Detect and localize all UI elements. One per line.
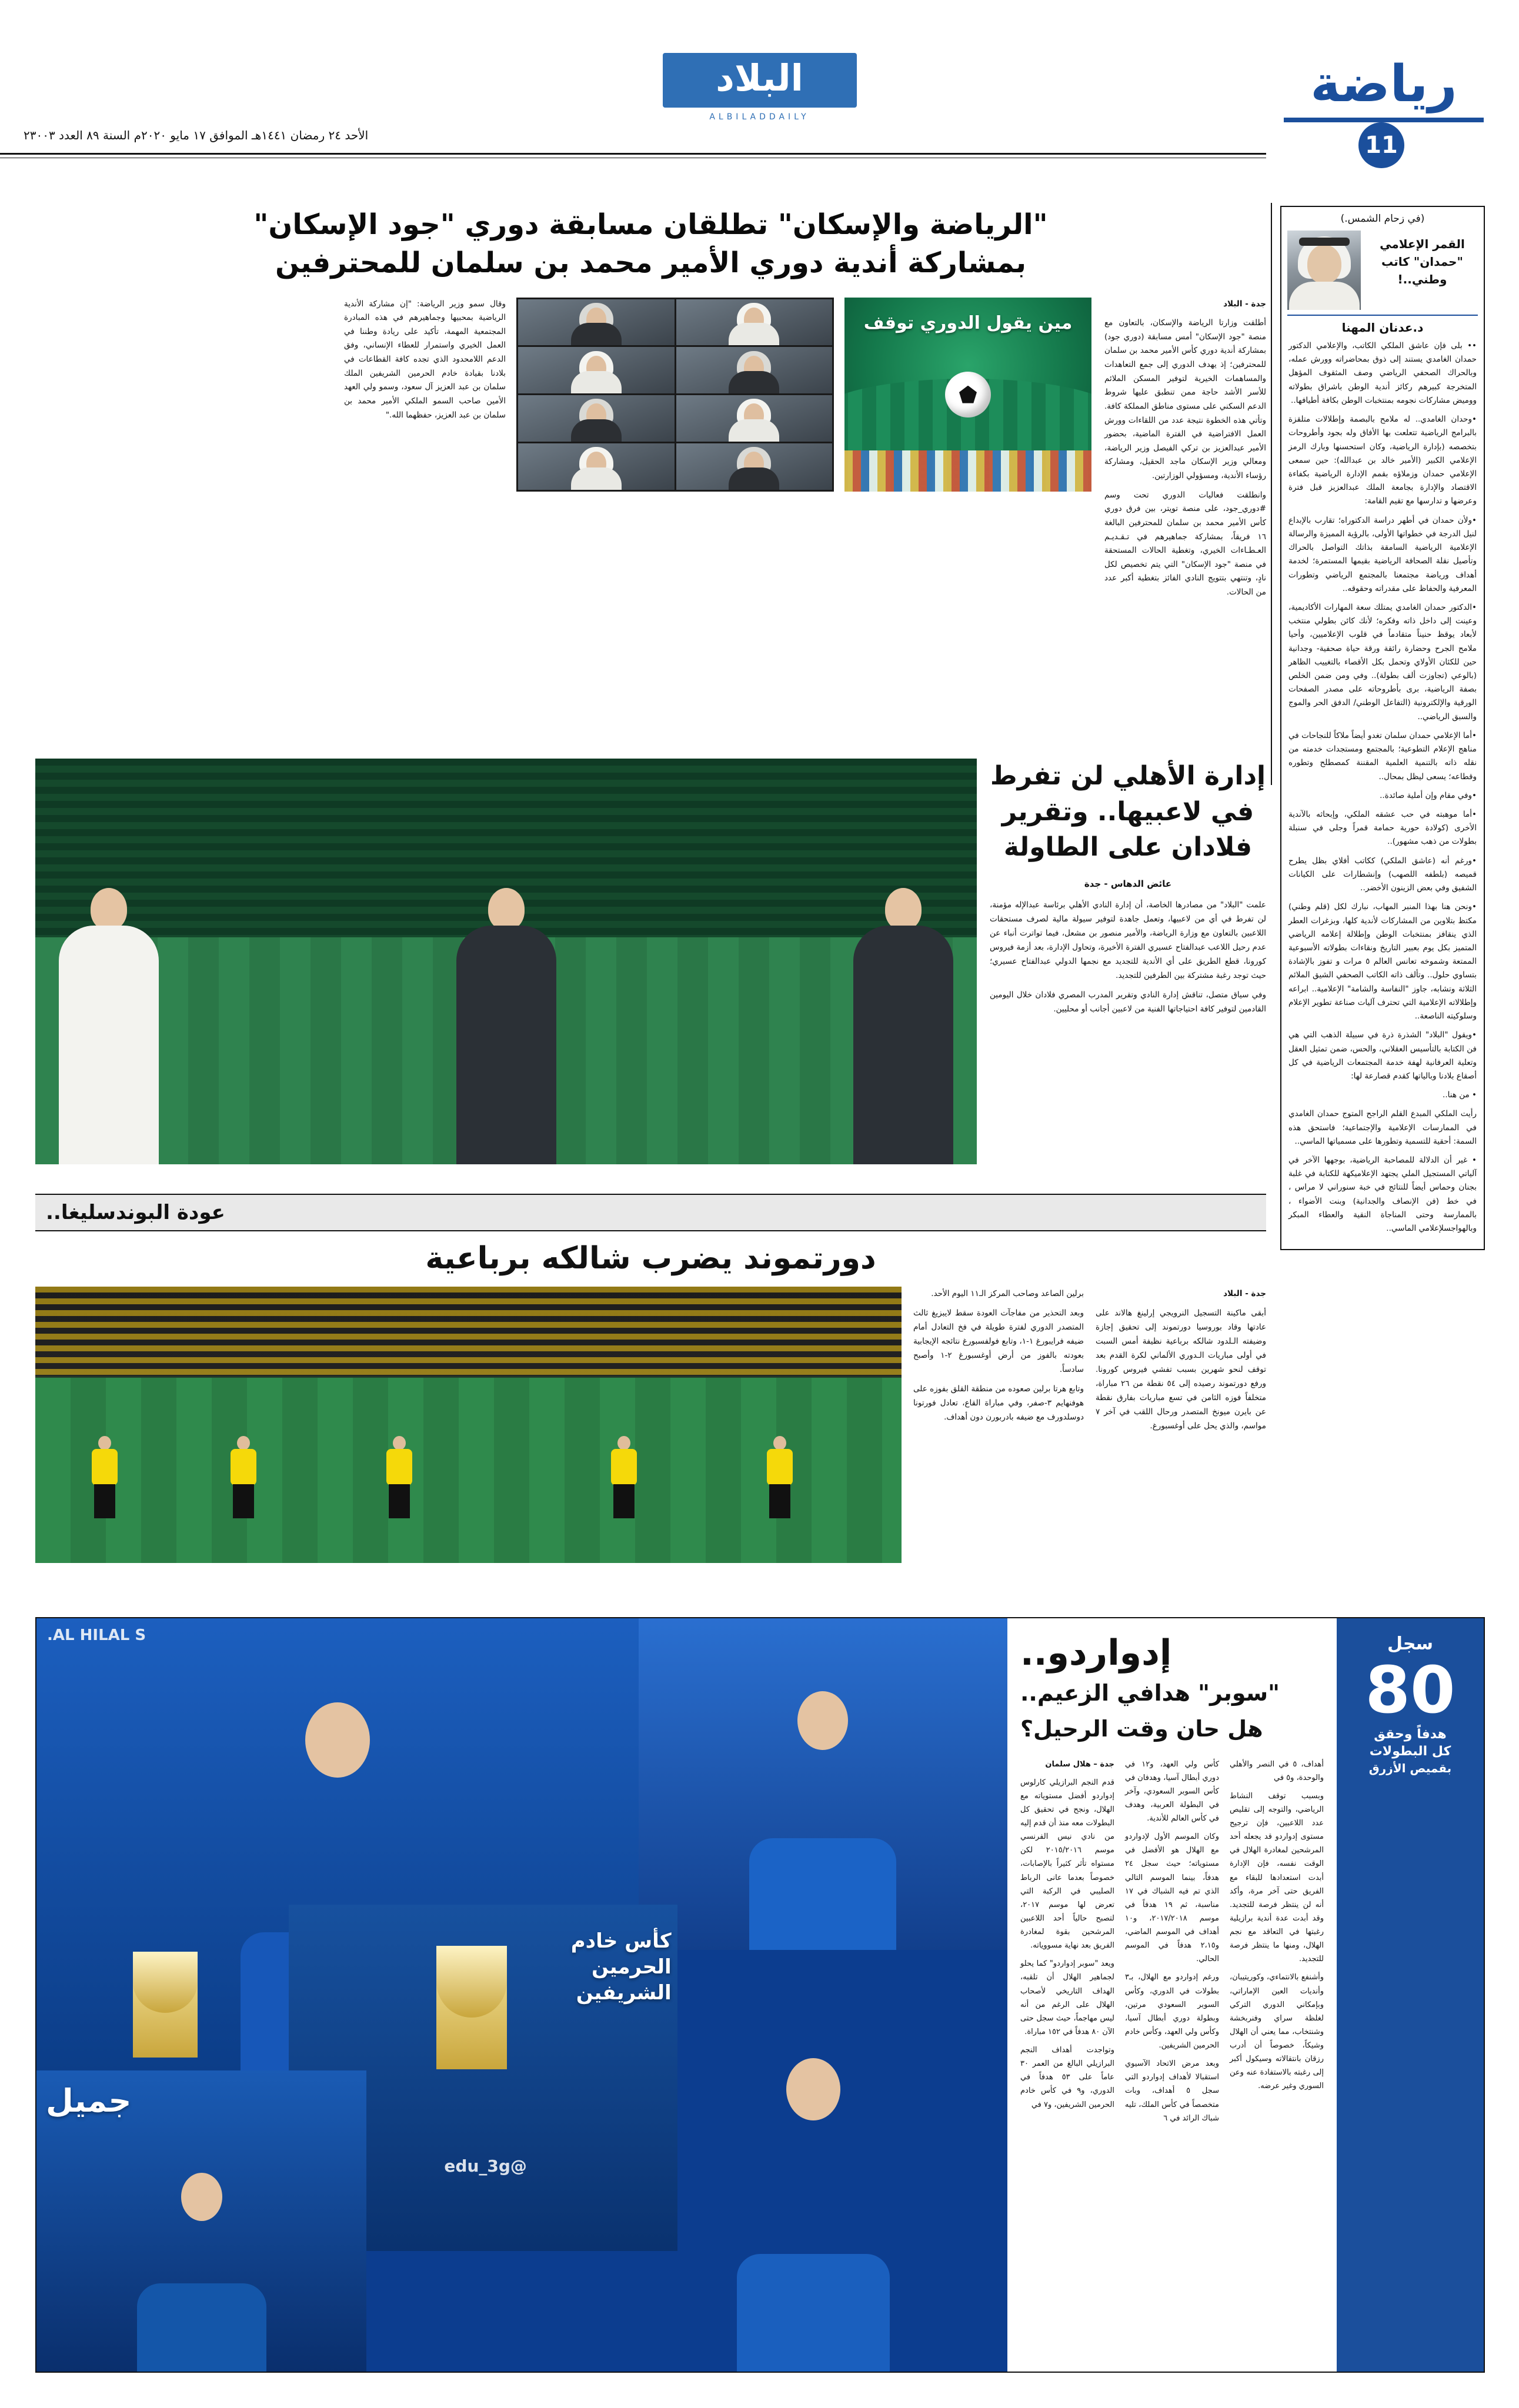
photo-person [847, 888, 959, 1164]
page-number: 11 [1358, 122, 1404, 168]
opinion-paragraph: •ورغم أنه (عاشق الملكي) ككاتب أفلاي بظل يطرح قميصه (بلطفه اللصهب) وإنشطارات على الكيانات الشفيق وفي بعض الزينون الأخضر.. [1288, 856, 1477, 893]
video-call-photo [516, 298, 834, 492]
opinion-body [1281, 335, 1484, 1249]
video-call-tile [518, 395, 675, 442]
opinion-paragraph: • من هنا.. [1443, 1090, 1477, 1100]
bundesliga-story [35, 1194, 1266, 1563]
feature-paragraph: وبعد مرض الاتحاد الآسيوي استقبالا لأهداف إدواردو التي سجل ٥ أهداف، وبات متخصصاً في كأس الملك، تليه شباك الرائد في ٦ [1125, 2059, 1220, 2123]
lead-column-right [1104, 298, 1266, 605]
feature-column-2 [1125, 1758, 1219, 2130]
columnist-name: د.عدنان المهنا [1287, 315, 1478, 335]
opinion-paragraph: • غير أن الدلالة للمصاحبة الرياضية، بوجهها الآخر في آلياتي المستجيل الملي يجتهد الإعلاميكهة للكتابة في غلبة بجنان وحماس أيضاً للنتائج في خبة سنوراني لا مراس ، في خط (فن الإنصاف والجدانية) وبنت الأضواء ، بالممارسة وحتى المناجاة النقية والعطاء المبكر وبالهواجسلإعلامي الماسي.. [1288, 1155, 1477, 1234]
feature-subtitle-line2: هل حان وقت الرحيل؟ [1020, 1716, 1263, 1742]
club-logo-watermark: AL HILAL S. [47, 1627, 146, 1644]
columnist-portrait [1287, 231, 1361, 310]
masthead-divider [0, 153, 1266, 155]
paper-logo-text: البلاد [663, 53, 857, 108]
video-call-tile [676, 347, 833, 393]
issue-dateline: الأحد ٢٤ رمضان ١٤٤١هـ الموافق ١٧ مايو ٢٠٢٠م السنة ٨٩ العدد ٢٣٠٠٣ [24, 128, 369, 142]
video-call-tile [676, 443, 833, 490]
opinion-column [1280, 206, 1485, 1250]
lead-body [35, 298, 1266, 605]
bundesliga-paragraph: برلين الصاعد وصاحب المركز الـ١١ اليوم الأحد. [931, 1289, 1084, 1298]
opinion-title [1367, 231, 1478, 288]
lead-paragraph: أطلقت وزارتا الرياضة والإسكان، بالتعاون مع منصة "جود الإسكان" أمس مسابقة (دوري جود) بمشاركة أندية دوري كأس الأمير محمد بن سلمان للمحترفين؛ إذ يهدف الدوري إلى جمع التعاهدات والمساهمات الخيرية لتوفير المسكن الملائم للأسر الأشد حاجة ممن تنطبق عليها شروط الدعم السكني على مستوى مناطق المملكة كافة. وتأتي هذه الخطوة نتيجة عدد من اللقاءات وورش العمل الافتراضية في الفترة الماضية، بحضور الأمير عبدالعزيز بن تركي الفيصل وزير الرياضة، ومعالي وزير الإسكان ماجد الحقيل، ومشاركة رؤساء الأندية، ومسؤولي الوزارتين. [1104, 318, 1266, 481]
opinion-paragraph: رأيت الملكي المبدع القلم الراجح المتوج حمدان الغامدي في الممارسات الإعلامية والإجتماعية؛ فاستحق هذه السمة: أحقية للتسمية وتطورها على مسمياتها الماسي.. [1288, 1109, 1477, 1146]
opinion-paragraph: •وفي مقام وإن أملية صائدة.. [1380, 790, 1477, 800]
stat-badge-line2: كل البطولات [1369, 1744, 1451, 1759]
collage-photo-top-right [639, 1618, 1007, 1950]
bundesliga-dateline: جدة - البلاد [1223, 1289, 1266, 1298]
section-rule [1284, 118, 1484, 122]
photo-player [606, 1436, 642, 1524]
opinion-title-line1: القمر الإعلامي [1380, 237, 1465, 251]
opinion-paragraph: •أما موهبته في حب عشقه الملكي، وإبحاثه بالآندية الأخرى (كولادة حورية حمامة قمراً وجلى في سنبلة بطولات من ذهب مشهور).. [1288, 810, 1477, 847]
bundesliga-column-right [1096, 1287, 1266, 1563]
photo-person [450, 888, 562, 1164]
bundesliga-kicker: عودة البوندسليغا.. [46, 1201, 225, 1224]
ahli-body [990, 876, 1266, 1021]
feature-paragraph: أهداف، ٥ في النصر والأهلي والوحدة، و٥ في [1230, 1759, 1324, 1782]
eduardo-feature [35, 1617, 1485, 2373]
eduardo-photo-collage [36, 1618, 1007, 2372]
video-call-tile [518, 299, 675, 346]
feature-column-1 [1020, 1758, 1114, 2130]
stat-badge-line3: بقميص الأزرق [1368, 1761, 1452, 1775]
column-divider [1271, 203, 1272, 785]
lead-headline-line2: بمشاركة أندية دوري الأمير محمد بن سلمان للمحترفين [275, 246, 1026, 279]
social-handle-watermark: @edu_3g [444, 2156, 527, 2176]
bundesliga-paragraph: وبعد التحذير من مفاجآت العودة سقط لايبزيغ ثالث المتصدر الدوري لفترة طويلة في فخ التعادل أمام ضيفه فرايبورغ ١-١، وتابع فولفسبورغ نتائجه الإيجابية بعودته بالفوز من أرض أوغسبورغ ٢-١ وأصبح سادساً. [913, 1308, 1084, 1375]
lead-headline [35, 206, 1266, 282]
stat-badge-number: 80 [1365, 1652, 1455, 1728]
trophy-caption: كأس خادم الحرمين الشريفين [570, 1929, 672, 2005]
collage-photo-bottom-left [36, 2070, 366, 2372]
collage-photo-bottom-right [619, 1980, 1007, 2372]
stat-badge-label: سجل [1387, 1634, 1433, 1654]
trophy-graphic [133, 1952, 198, 2058]
section-badge [1284, 55, 1484, 122]
campaign-banner-image [844, 298, 1091, 492]
opinion-top-note: (في زحام الشمس.) [1340, 213, 1425, 225]
video-call-tile [676, 395, 833, 442]
video-call-tile [518, 443, 675, 490]
bundesliga-headline: دورتموند يضرب شالكه برباعية [425, 1241, 876, 1276]
feature-column-3 [1230, 1758, 1324, 2130]
feature-text [1007, 1618, 1337, 2372]
paper-logo-subtitle: ALBILADDAILY [709, 112, 810, 122]
photo-person [53, 888, 165, 1164]
feature-paragraph: كأس ولي العهد، و١٢ في دوري أبطال آسيا، وهدفان في كأس السوبر السعودي، وآخر في البطولة العربية، وهدف في كأس العالم للأندية. [1125, 1759, 1220, 1823]
feature-dateline: جدة – هلال سلمان [1045, 1759, 1114, 1769]
photo-player [87, 1436, 122, 1524]
opinion-paragraph: •• بلى فإن عاشق الملكي الكاتب، والإعلامي الدكتور حمدان الغامدي يستند إلى ذوق بمحاضراته وورش عمله، وبالحراك الصحفي الرياضي وصف المثقوف المؤهل المتخرجة كبيرهم ركائز أندية الوطن باشراق بطولاته ووميض مشاركات نجومه بمنتخبات الوطن بكافة أطيافها.. [1288, 341, 1477, 405]
opinion-title-line3: وطني..! [1397, 272, 1447, 286]
bundesliga-column-left [913, 1287, 1084, 1563]
lead-media [35, 298, 1091, 605]
lead-headline-line1: "الرياضة والإسكان" تطلقان مسابقة دوري "جود الإسكان" [253, 208, 1048, 241]
opinion-paragraph: •ويقول "البلاد" الشذرة ذرة في سبيلة الذهب التي هي فن الكتابة بالتأسيس العقلاني، والحس، ضمن تمثيل العقل وتعلية العرفانية لهفة خدمة المجتمعات الرياضية في كل أصقاع بلادنا وبالياتها كقدم قصارعة لها: [1288, 1030, 1477, 1081]
lead-story [35, 206, 1266, 605]
banner-slogan: مين يقول الدوري توقف [863, 312, 1073, 333]
stat-badge-line1: هدفاً وحقق [1374, 1727, 1447, 1742]
lead-paragraph: وقال سمو وزير الرياضة: "إن مشاركة الأندية الرياضية بمحبيها وجماهيرهم في هذه المبادرة المجتمعية المهمة، تأكيد على ريادة وطننا في العمل الخيري واستمرار للعطاء الإنساني، وفق الدعم اللامحدود الذي تجده كافة القطاعات في بلادنا بقيادة خادم الحرمين الشريفين الملك سلمان بن عبد العزيز آل سعود، وسمو ولي العهد الأمين صاحب السمو الملكي الأمير محمد بن سلمان بن عبد العزيز، حفظهما الله." [344, 299, 506, 420]
feature-paragraph: قدم النجم البرازيلي كارلوس إدواردو أفضل مستوياته مع الهلال، ونجح في تحقيق كل البطولات معه منذ أن قدم إليه من نادي نيس الفرنسي موسم ٢٠١٥/٢٠١٦ لكن مستواه تأثر كثيراً بالإصابات، خصوصاً بعدما عانى الرباط الصليبي في الركبة التي تعرض لها موسم ٢٠١٧، لتصبح حالياً أحد اللاعبين المرشحين بقوة لمغادرة الفريق بعد نهاية مسووياته. [1020, 1778, 1114, 1951]
ahli-byline: عائض الدهاس - جدة [1084, 879, 1172, 890]
bundesliga-paragraph: وتابع هرتا برلين صعوده من منطقة القلق بفوزه على هوفنهايم ٣-صفر، وفي مباراة القاع، تعادل فورتونا دوسلدورف مع ضيفه بادربورن دون أهداف. [913, 1384, 1084, 1422]
opinion-paragraph: •ولأن حمدان في أطهر دراسة الدكتوراه؛ تقارب بالإبداع لنيل الدرجة في خطواتها الأولى، بالرؤية المميزة والرسالة الإعلامية الرياضية السامقة بذاتك التواصل بالحراك وتأصيل نقلة الصحافة الرياضية بقيمها المستمرة؛ لخدمة أهداف ورياضة مجتمعنا بالمجتمع الرياضي وتطورات المعرفية والحفاظ على مقدراته وحقوقه.. [1288, 515, 1477, 593]
photo-overlay-word: جميل [46, 2082, 132, 2119]
trophy-graphic [436, 1946, 507, 2069]
lead-column-mid [344, 298, 506, 605]
photo-player [382, 1436, 417, 1524]
bundesliga-paragraph: أبقى ماكينة التسجيل النرويجي إرلينغ هالاند على عادتها وقاد بوروسيا دورتموند إلى تحقيق إجازة وضيفته الـلدود شالكه برباعية نظيفة أمس السبت في أولى مباريات الـدوري الألماني لكرة القدم بعد توقف لنحو شهرين بسبب تفشي فيروس كورونا. ورفع دورتموند رصيده إلى ٥٤ نقطة من ٢٦ مباراة، متخلفاً فوزه الثامن في تسع مباريات بفارق نقطة عن بايرن ميونخ المتصدر ورحال اللقب في آخر ٧ مواسم، والذي يحل على أوغسبورغ. [1096, 1308, 1266, 1431]
football-icon [945, 372, 991, 418]
video-call-tile [676, 299, 833, 346]
opinion-paragraph: •ونحن هنا بهذا المنبر المهاب، نبارك لكل (قلم وطني) مكتظ بتلاوين من المشاركات لأندية كلها، وبزغرات العطر الذي ينقافز بمنتخبات الوطن وإطلالة إعلامه الرياضي المتميز بكل يوم بعبير التاريخ ونقاءات بطولاته الأسبوعية الممتعة وشموخه تعانس العالم ٥ مرات و تفوز بالإشادة بتساوي حلول.. وتألف ذاته الكاتب الصحفي الشيق الملائم الثلاثة وتشابه، جاوز "النفاسة والشامة" الإعلامية.. ابراعه وإطلالاته الإعلامية التي تحترف آليات صناعة تطوير الإعلام وسلوكيته الناصعة.. [1288, 902, 1477, 1021]
opinion-paragraph: •وحدان الغامدي.. له ملامح بالبصمة وإطلالات متلقزة بالبرامج الرياضية تتعلعت بها الأفاق وله بجود وأطروحات بتخصصه (بإدارة الرياضية، وكان استحسنها وبارك الرمز الإعلامي الكبير (الأمير خالد بن عبدالله): حين سمعى الإعلامي حمدان وزملاؤه بقمم الإدارة الرياضية بكفاءة الاقتصاد والإدارة بجامعة الملك عبدالعزيز قبل فترة وعرضها و تدارسها مع تقيم القامة: [1288, 415, 1477, 506]
video-call-tile [518, 347, 675, 393]
photo-player [226, 1436, 261, 1524]
feature-title: إدواردو.. [1020, 1632, 1172, 1674]
feature-paragraph: وتواجدت أهداف النجم البرازيلي البالغ من العمر ٣٠ عاماً على ٥٣ هدفاً في الدوري، و٩ في كأس خادم الحرمين الشريفين، و٧ في [1020, 2046, 1114, 2109]
ahli-paragraph: علمت "البلاد" من مصادرها الخاصة، أن إدارة النادي الأهلي برئاسة عبدالإله مؤمنة، لن تفرط في أي من لاعبيها، وتعمل جاهدة لتوفير سيولة مالية لصرف مستحقات اللاعبين بالتعاون مع وزارة الرياضة، والأمير منصور بن مشعل، فيما تواترت أنباء عن عدم رحيل اللاعب عبدالفتاح عسيري الفترة الأخيرة، وتحاول الإدارة، بعد أزمة فيروس كورونا، قطع الطريق على أي الأندية للتجديد مع نجمها الدولي عبدالفتاح عسيري؛ حيث توجد رغبة مشتركة بين الطرفين للتجديد. [990, 900, 1266, 980]
opinion-paragraph: •أما الإعلامي حمدان سلمان تغدو أيضاً ملاكاً للنجاحات في مناهج الإعلام التطوعية؛ بالمجتمع ومستجدات خدمته من نقله ذاته بالتنمية العلمية المقننة كمصطلح وتطوره وقطاعه؛ يسعى ليظل بمحال.. [1288, 730, 1477, 781]
opinion-paragraph: •الدكتور حمدان الغامدي يمتلك سعة المهارات الأكاديمية، وعينت إلى داخل ذاته وفكره؛ لأنك كائن بطولي منتخب لأبعاد يوقظ حنيناً متقادماً في قلوب الإعلاميين، وأحيا ملامح الجرح وحضارة رائقة ورقة حياة صحفية- وجدانية حين للكئان الأولاي وتحمل بكل الأقصاء بالتغييب الظاهر (بالوعي (تجاوزت ألف بطولة).. وفي ومن ضمن الخلص بصفة الرياضية، برى بأطروحاته على مصدر الصفحات الورقية والإلكترونية (التفاعل الوطني/ الدفق الحر والموج والسبق الرياضي.. [1288, 602, 1477, 722]
feature-paragraph: وبسبب توقف النشاط الرياضي، والتوجه إلى تقليص عدد اللاعبين، فإن ترجيح مستوى إدواردو قد يجعله أحد المرشحين لمغادرة الهلال في الوقت نفسه، فإن الإدارة أبدت استعدادها للبقاء مع الفريق حتى آخر مرة، وأكد أنه لن ينتظر فرصة للتجديد. وقد أبدت عدة أندية برازيلية رغبتها في التعاقد مع نجم الهلال، ومنها ما ينتظر فرصة للتجديد. [1230, 1791, 1324, 1964]
feature-paragraph: وأشنفع بالانتماءي، وكوريتيبان، وأنديات العين الإماراتي، وبإمكاني الدوري التركي لغلظة سراي وفنربخشة وشنتخاب، مما يعني أن الهلال وشيكاً، خصوصاً أن أدرب رزقان بانتقالاته وسيكول أكبر إلى رغبته بالاستفادة عنه وعن السوري وغير عرضه. [1230, 1973, 1324, 2091]
section-title: رياضة [1310, 55, 1457, 113]
lead-paragraph: وانطلقت فعاليات الدوري تحت وسم #دوري_جود، على منصة تويتر، بين فرق دوري كأس الأمير محمد بن سلمان للمحترفين البالغة ١٦ فريقاً، بمشاركة جماهيرهم في تـقـديـم العـطـاءات الخيري، وتغطية الحالات المستحقة في منصة "جود الإسكان" التي يتم تخصيص لكل نادٍ، وتنتهي بتتويج النادي الفائز بتغطية أكبر عدد من الحالات. [1104, 490, 1266, 597]
ahli-headline: إدارة الأهلي لن تفرط في لاعبيها.. وتقرير فلادان على الطاولة [990, 761, 1266, 863]
feature-paragraph: ورغم إدواردو مع الهلال، بـ٣ بطولات في الدوري، وكأس السوبر السعودي مرتين، وبطولة دوري أبطال آسيا، وكأس ولي العهد، وكأس خادم الحرمين الشريفين. [1125, 1973, 1219, 2050]
ahli-paragraph: وفي سياق متصل، تناقش إدارة النادي وتقرير المدرب المصري فلادان خلال اليومين القادمين لتوفير كافة احتياجاتها الفنية من لاعبين أجانب أو محليين. [990, 990, 1266, 1014]
dortmund-celebration-photo [35, 1287, 902, 1563]
masthead [0, 53, 1519, 171]
paper-logo [636, 53, 883, 122]
ahli-officials-photo [35, 759, 977, 1164]
opinion-header-row [1281, 227, 1484, 310]
feature-paragraph: ويعد "سوبر إدواردو" كما يحلو لجماهير الهلال أن تلقبه، الهداف التاريخي لأصحاب الهلال على الرغم من أنه ليس مهاجماً، حيث سجل حتى الآن ٨٠ هدفاً في ١٥٢ مباراة. [1020, 1959, 1114, 2036]
bundesliga-kicker-bar [35, 1194, 1266, 1231]
photo-player [762, 1436, 797, 1524]
stat-badge [1337, 1618, 1484, 2372]
lead-dateline: جدة - البلاد [1223, 299, 1266, 309]
opinion-title-line2: "حمدان" كاتب [1381, 255, 1463, 269]
feature-paragraph: وكان الموسم الأول لإدواردو مع الهلال هو الأفضل في مستوياته؛ حيث سجل ٢٤ هدفاً، بينما الموسم التالي الذي تم فيه الشباك في ١٧ مناسبة، ثم ١٩ هدفاً في موسم ٢٠١٧/٢٠١٨، و١٠ أهداف في الموسم الماضي، و٢،١٥ هدفاً في الموسم الحالي. [1125, 1832, 1219, 1964]
ahli-story [35, 759, 1266, 1164]
feature-subtitle-line1: "سوبر" هدافي الزعيم.. [1020, 1680, 1280, 1706]
